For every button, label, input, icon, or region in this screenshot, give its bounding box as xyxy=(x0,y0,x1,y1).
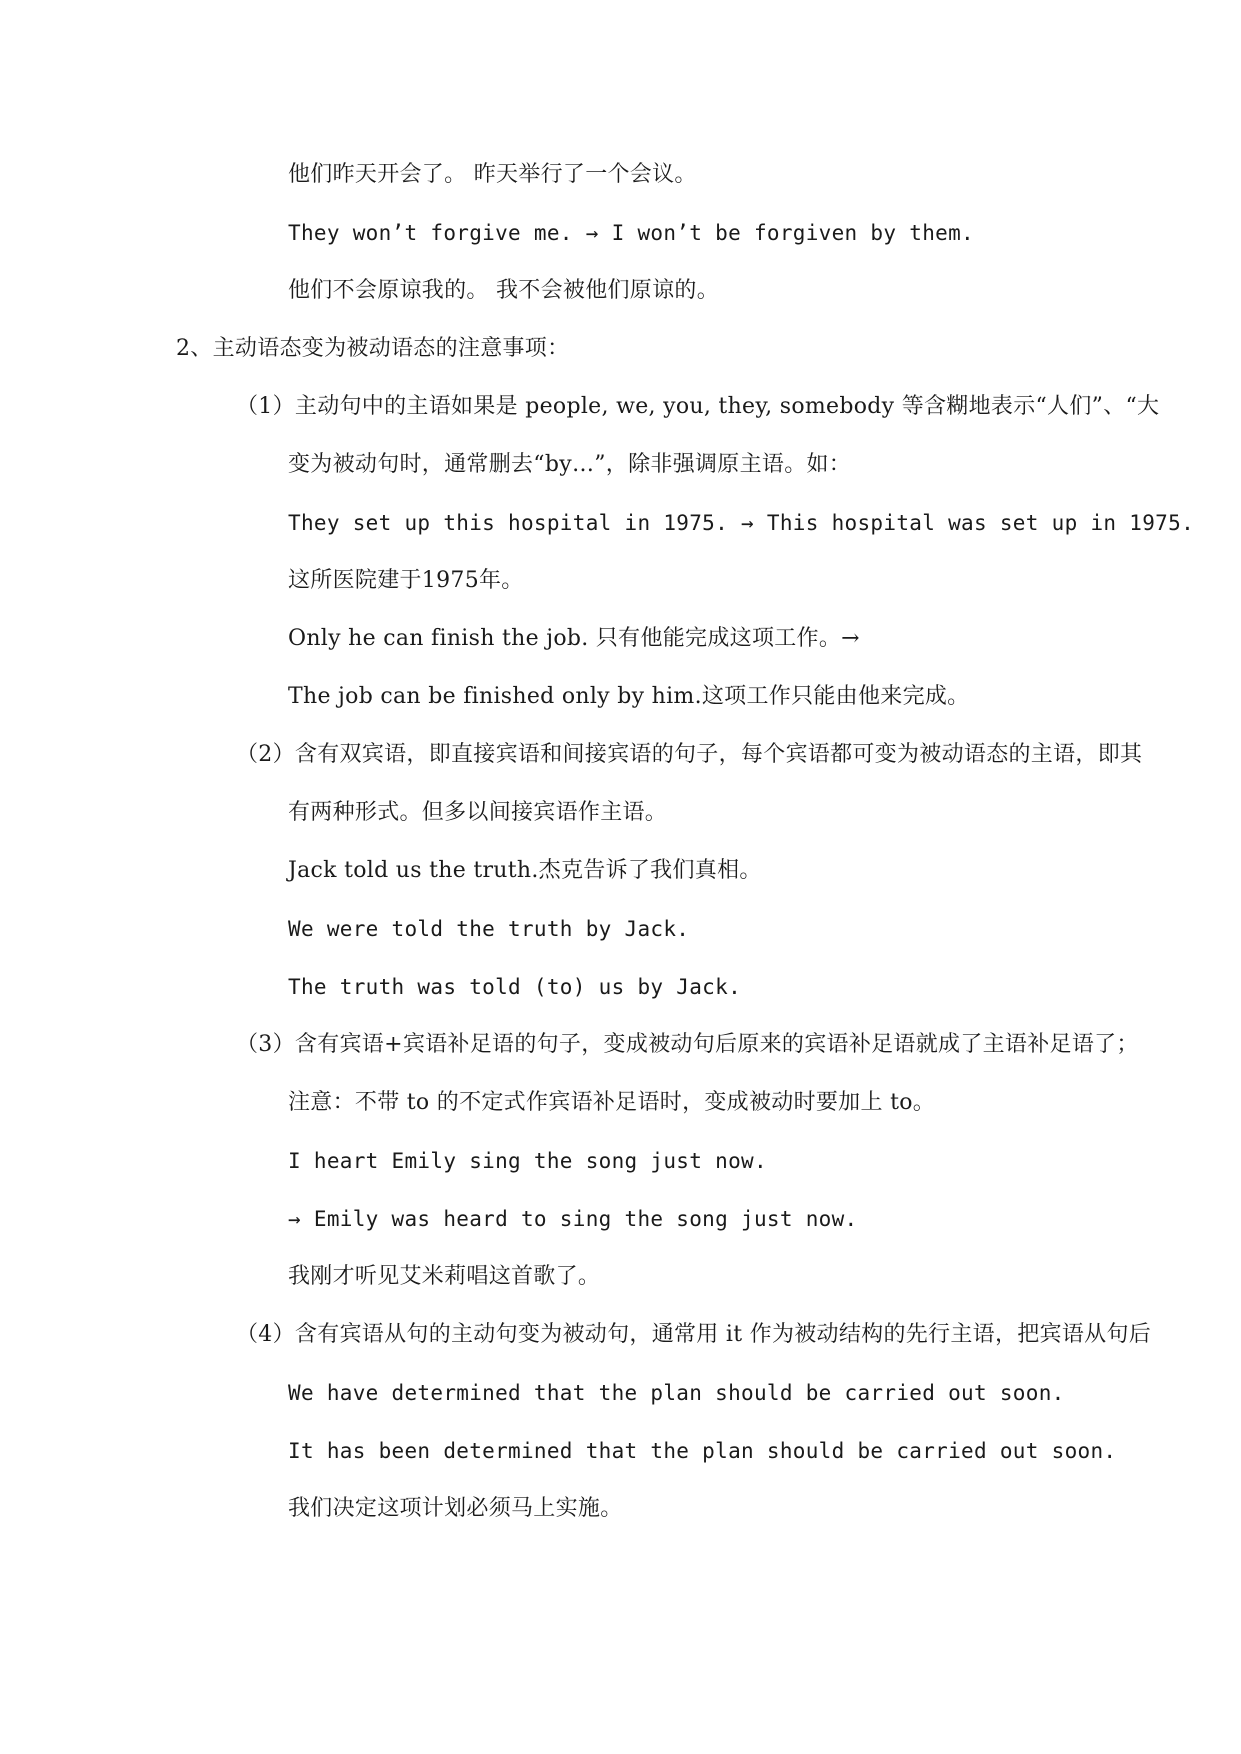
example-sentence: They set up this hospital in 1975. → This hospital was set up in 1975. xyxy=(288,511,1195,535)
example-sentence: The job can be finished only by him.这项工作只能由他来完成。 xyxy=(288,684,970,709)
example-sentence: → Emily was heard to sing the song just now. xyxy=(288,1207,858,1231)
text-line: 我刚才听见艾米莉唱这首歌了。 xyxy=(288,1264,601,1289)
text-line: 这所医院建于1975年。 xyxy=(288,568,524,593)
example-sentence: It has been determined that the plan should be carried out soon. xyxy=(288,1439,1117,1463)
note-line: 注意：不带 to 的不定式作宾语补足语时，变成被动时要加上 to。 xyxy=(288,1090,936,1115)
text-line: They won’t forgive me. → I won’t be forgiven by them. xyxy=(288,221,974,245)
text-line: 有两种形式。但多以间接宾语作主语。 xyxy=(288,800,668,825)
example-sentence: Only he can finish the job. 只有他能完成这项工作。→ xyxy=(288,626,860,651)
text-line: 变为被动句时，通常删去“by…”，除非强调原主语。如： xyxy=(288,452,852,477)
text-line: 他们不会原谅我的。 我不会被他们原谅的。 xyxy=(288,278,719,303)
example-sentence: We have determined that the plan should be carried out soon. xyxy=(288,1381,1065,1405)
rule-item: （2）含有双宾语，即直接宾语和间接宾语的句子，每个宾语都可变为被动语态的主语，即其 xyxy=(236,742,1143,767)
example-sentence: I heart Emily sing the song just now. xyxy=(288,1149,767,1173)
rule-item: （1）主动句中的主语如果是 people, we, you, they, somebody 等含糊地表示“人们”、“大 xyxy=(236,394,1160,419)
rule-item: （3）含有宾语+宾语补足语的句子，变成被动句后原来的宾语补足语就成了主语补足语了； xyxy=(236,1032,1139,1057)
example-sentence: Jack told us the truth.杰克告诉了我们真相。 xyxy=(288,858,762,883)
example-sentence: The truth was told (to) us by Jack. xyxy=(288,975,742,999)
rule-item: （4）含有宾语从句的主动句变为被动句，通常用 it 作为被动结构的先行主语，把宾语从句后 xyxy=(236,1322,1152,1347)
section-heading: 2、主动语态变为被动语态的注意事项： xyxy=(176,336,570,361)
text-line: 他们昨天开会了。 昨天举行了一个会议。 xyxy=(288,162,697,187)
example-sentence: We were told the truth by Jack. xyxy=(288,917,690,941)
text-line: 我们决定这项计划必须马上实施。 xyxy=(288,1496,623,1521)
